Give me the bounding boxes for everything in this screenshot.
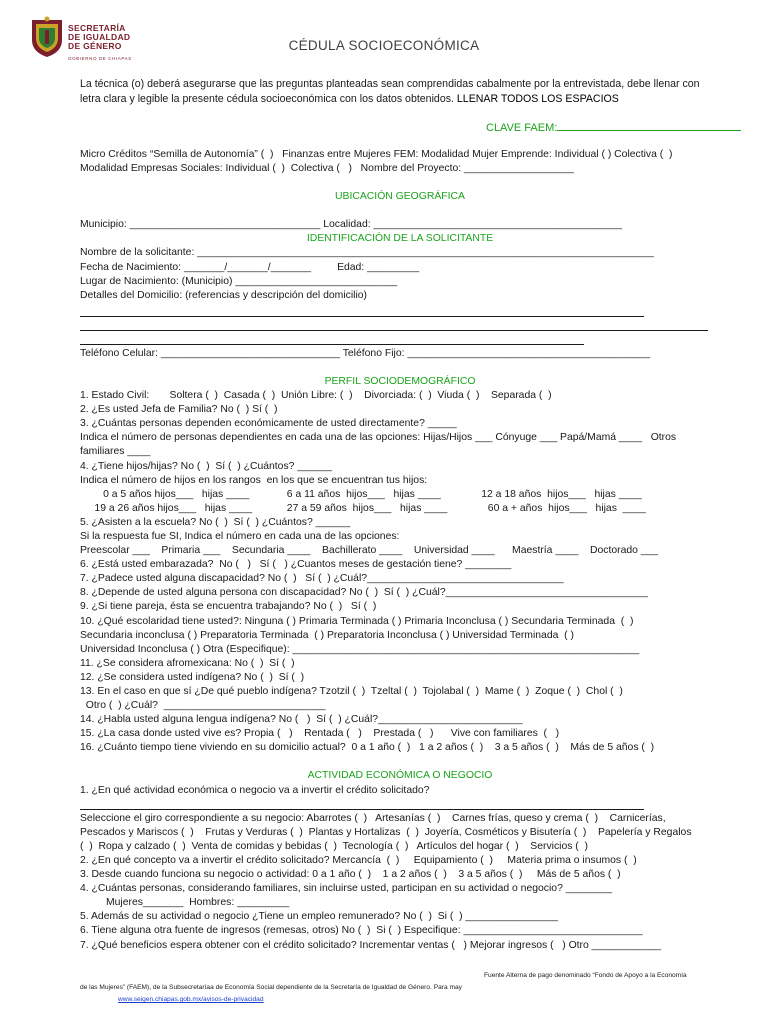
spacer — [80, 204, 720, 218]
section-identificacion: IDENTIFICACIÓN DE LA SOLICITANTE — [306, 233, 494, 245]
ident-domicilio: Detalles del Domicilio: (referencias y descripción del domicilio) — [80, 289, 368, 301]
actividad-q1-line[interactable] — [80, 798, 644, 810]
spacer — [80, 176, 720, 190]
clave-field[interactable] — [557, 119, 741, 131]
perfil-q13-b: Otro ( ) ¿Cuál? ____________________________ — [80, 700, 326, 712]
logo-line-3: GOBIERNO DE CHIAPAS — [68, 56, 132, 61]
programs-line-1: Micro Créditos “Semilla de Autonomía” ( ) Finanzas entre Mujeres FEM: Modalidad Mujer Emprende: Individual ( ) Colectiva ( ) — [80, 149, 673, 160]
footer-line-1: Fuente Alterna de pago denominado “Fondo de Apoyo a la Economía — [484, 972, 687, 979]
clave-label: CLAVE FAEM: — [486, 122, 558, 134]
perfil-q16: 16. ¿Cuánto tiempo tiene viviendo en su domicilio actual? 0 a 1 año ( ) 1 a 2 años ( ) 3 a 5 años ( ) Más de 5 años ( ) — [80, 742, 655, 754]
logo-line-2: DE IGUALDAD DE GÉNERO — [68, 32, 131, 51]
perfil-q8: 8. ¿Depende de usted alguna persona con discapacidad? No ( ) Sí ( ) ¿Cuál?___________________________________ — [80, 587, 648, 599]
perfil-q7: 7. ¿Padece usted alguna discapacidad? No ( ) Sí ( ) ¿Cuál?__________________________________ — [80, 573, 564, 585]
clave-faem — [486, 119, 741, 134]
actividad-q1: 1. ¿En qué actividad económica o negocio va a invertir el crédito solicitado? — [80, 784, 430, 796]
perfil-q11: 11. ¿Se considera afromexicana: No ( ) Sí ( ) — [80, 657, 295, 669]
section-ubicacion: UBICACIÓN GEOGRÁFICA — [335, 191, 465, 203]
actividad-q4: 4. ¿Cuántas personas, considerando familiares, sin incluirse usted, participan en su actividad o negocio? ________ — [80, 883, 612, 895]
actividad-q5: 5. Además de su actividad o negocio ¿Tiene un empleo remunerado? No ( ) Si ( ) ________________ — [80, 911, 558, 923]
perfil-q14: 14. ¿Habla usted alguna lengua indígena? No ( ) Sí ( ) ¿Cuál?_________________________ — [80, 714, 523, 726]
perfil-q3-detail-2: familiares ____ — [80, 446, 151, 458]
programs-line-2: Modalidad Empresas Sociales: Individual ( ) Colectiva ( ) Nombre del Proyecto: ___________________ — [80, 163, 574, 175]
perfil-q5-levels: Preescolar ___ Primaria ___ Secundaria ____ Bachillerato ____ Universidad ____ Maestría ____ Doctorado ___ — [80, 545, 659, 557]
form-body — [80, 148, 720, 953]
intro-paragraph — [80, 77, 720, 107]
actividad-q6: 6. Tiene alguna otra fuente de ingresos (remesas, otros) No ( ) Si ( ) Especifique: _______________________________ — [80, 925, 643, 937]
actividad-q2: 2. ¿En qué concepto va a invertir el crédito solicitado? Mercancía ( ) Equipamiento ( ) Materia prima o insumos ( ) — [80, 854, 637, 866]
perfil-q9: 9. ¿Si tiene pareja, ésta se encuentra trabajando? No ( ) Sí ( ) — [80, 601, 377, 613]
perfil-q15: 15. ¿La casa donde usted vive es? Propia ( ) Rentada ( ) Prestada ( ) Vive con familiares ( ) — [80, 728, 560, 740]
actividad-q4-b: Mujeres_______ Hombres: _________ — [80, 897, 290, 909]
domicilio-line-2[interactable] — [80, 317, 708, 331]
actividad-q3: 3. Desde cuando funciona su negocio o actividad: 0 a 1 año ( ) 1 a 2 años ( ) 3 a 5 años ( ) Más de 5 años ( ) — [80, 869, 621, 881]
perfil-q4-ranges-2: 19 a 26 años hijos___ hijas ____ 27 a 59 años hijos___ hijas ____ 60 a + años hijos___ hijas ____ — [80, 502, 646, 514]
perfil-q4-detail: Indica el número de hijos en los rangos en los que se encuentran tus hijos: — [80, 474, 428, 486]
perfil-q12: 12. ¿Se considera usted indígena? No ( ) Sí ( ) — [80, 671, 305, 683]
perfil-q6: 6. ¿Está usted embarazada? No ( ) Sí ( ) ¿Cuantos meses de gestación tiene? ________ — [80, 559, 512, 571]
spacer — [80, 361, 720, 375]
ident-nombre: Nombre de la solicitante: _______________________________________________________________________________ — [80, 247, 654, 259]
perfil-q13: 13. En el caso en que sí ¿De qué pueblo indígena? Tzotzil ( ) Tzeltal ( ) Tojolabal ( ) Mame ( ) Zoque ( ) Chol ( ) — [80, 686, 623, 697]
intro-text: La técnica (o) deberá asegurarse que las preguntas planteadas sean comprendidas cabalmente por la entrevistada, debe llenar con letra clara y legible la presente cédula socioeconómica con los datos obtenidos. — [80, 78, 700, 105]
perfil-q10-c: Universidad Inconclusa ( ) Otra (Especifique): ____________________________________________________________ — [80, 643, 640, 655]
perfil-q10: 10. ¿Qué escolaridad tiene usted?: Ninguna ( ) Primaria Terminada ( ) Primaria Inconclusa ( ) Secundaria Terminada ( ) — [80, 615, 634, 627]
perfil-q3-detail: Indica el número de personas dependientes en cada una de las opciones: Hijas/Hijos ___ Cónyuge ___ Papá/Mamá ____ Otros — [80, 432, 677, 444]
domicilio-line-3[interactable] — [80, 331, 584, 345]
footer-line-2: de las Mujeres” (FAEM), de la Subsecretaríaa de Economía Social dependiente de la Secretaría de Igualdad de Género. Para may — [80, 984, 462, 991]
telefonos-line: Teléfono Celular: _______________________________ Teléfono Fijo: __________________________________________ — [80, 347, 651, 359]
actividad-q7: 7. ¿Qué beneficios espera obtener con el crédito solicitado? Incrementar ventas ( ) Mejorar ingresos ( ) Otro ____________ — [80, 939, 662, 951]
ident-fecha: Fecha de Nacimiento: _______/_______/_______ Edad: _________ — [80, 261, 420, 273]
perfil-q5-detail: Si la respuesta fue SI, Indica el número en cada una de las opciones: — [80, 530, 400, 542]
ident-lugar: Lugar de Nacimiento: (Municipio) ____________________________ — [80, 275, 398, 287]
perfil-q3: 3. ¿Cuántas personas dependen económicamente de usted directamente? _____ — [80, 418, 457, 430]
actividad-giro-3: ( ) Ropa y calzado ( ) Venta de comidas y bebidas ( ) Tecnología ( ) Artículos del hogar ( ) Servicios ( ) — [80, 840, 589, 852]
spacer — [80, 755, 720, 769]
perfil-q2: 2. ¿Es usted Jefa de Familia? No ( ) Sí ( ) — [80, 404, 278, 416]
actividad-giro-2: Pescados y Mariscos ( ) Frutas y Verduras ( ) Plantas y Hortalizas ( ) Joyería, Cosméticos y Bisutería ( ) Papelería y Regalos — [80, 826, 692, 838]
ubicacion-line: Municipio: _________________________________ Localidad: ___________________________________________ — [80, 219, 622, 231]
perfil-q4: 4. ¿Tiene hijos/hijas? No ( ) Sí ( ) ¿Cuántos? ______ — [80, 460, 332, 472]
privacy-link[interactable]: www.seigen.chiapas.gob.mx/avisos-de-privacidad — [118, 996, 264, 1003]
perfil-q1: 1. Estado Civil: Soltera ( ) Casada ( ) Unión Libre: ( ) Divorciada: ( ) Viuda ( ) Separada ( ) — [80, 390, 552, 402]
intro-caps: LLENAR TODOS LOS ESPACIOS — [456, 93, 619, 105]
perfil-q10-b: Secundaria inconclusa ( ) Preparatoria Terminada ( ) Preparatoria Inconclusa ( ) Universidad Terminada ( ) — [80, 629, 574, 641]
domicilio-line-1[interactable] — [80, 303, 644, 317]
perfil-q4-ranges-1: 0 a 5 años hijos___ hijas ____ 6 a 11 años hijos___ hijas ____ 12 a 18 años hijos___ hijas ____ — [80, 488, 642, 500]
actividad-giro-1: Seleccione el giro correspondiente a su negocio: Abarrotes ( ) Artesanías ( ) Carnes frías, queso y crema ( ) Carnicerías, — [80, 812, 666, 824]
document-title: CÉDULA SOCIOECONÓMICA — [288, 38, 480, 53]
logo-line-1: SECRETARÍA — [68, 23, 126, 33]
perfil-q5: 5. ¿Asisten a la escuela? No ( ) Sí ( ) ¿Cuántos? ______ — [80, 516, 351, 528]
section-perfil: PERFIL SOCIODEMOGRÁFICO — [324, 375, 476, 387]
section-actividad: ACTIVIDAD ECONÓMICA O NEGOCIO — [307, 770, 493, 782]
